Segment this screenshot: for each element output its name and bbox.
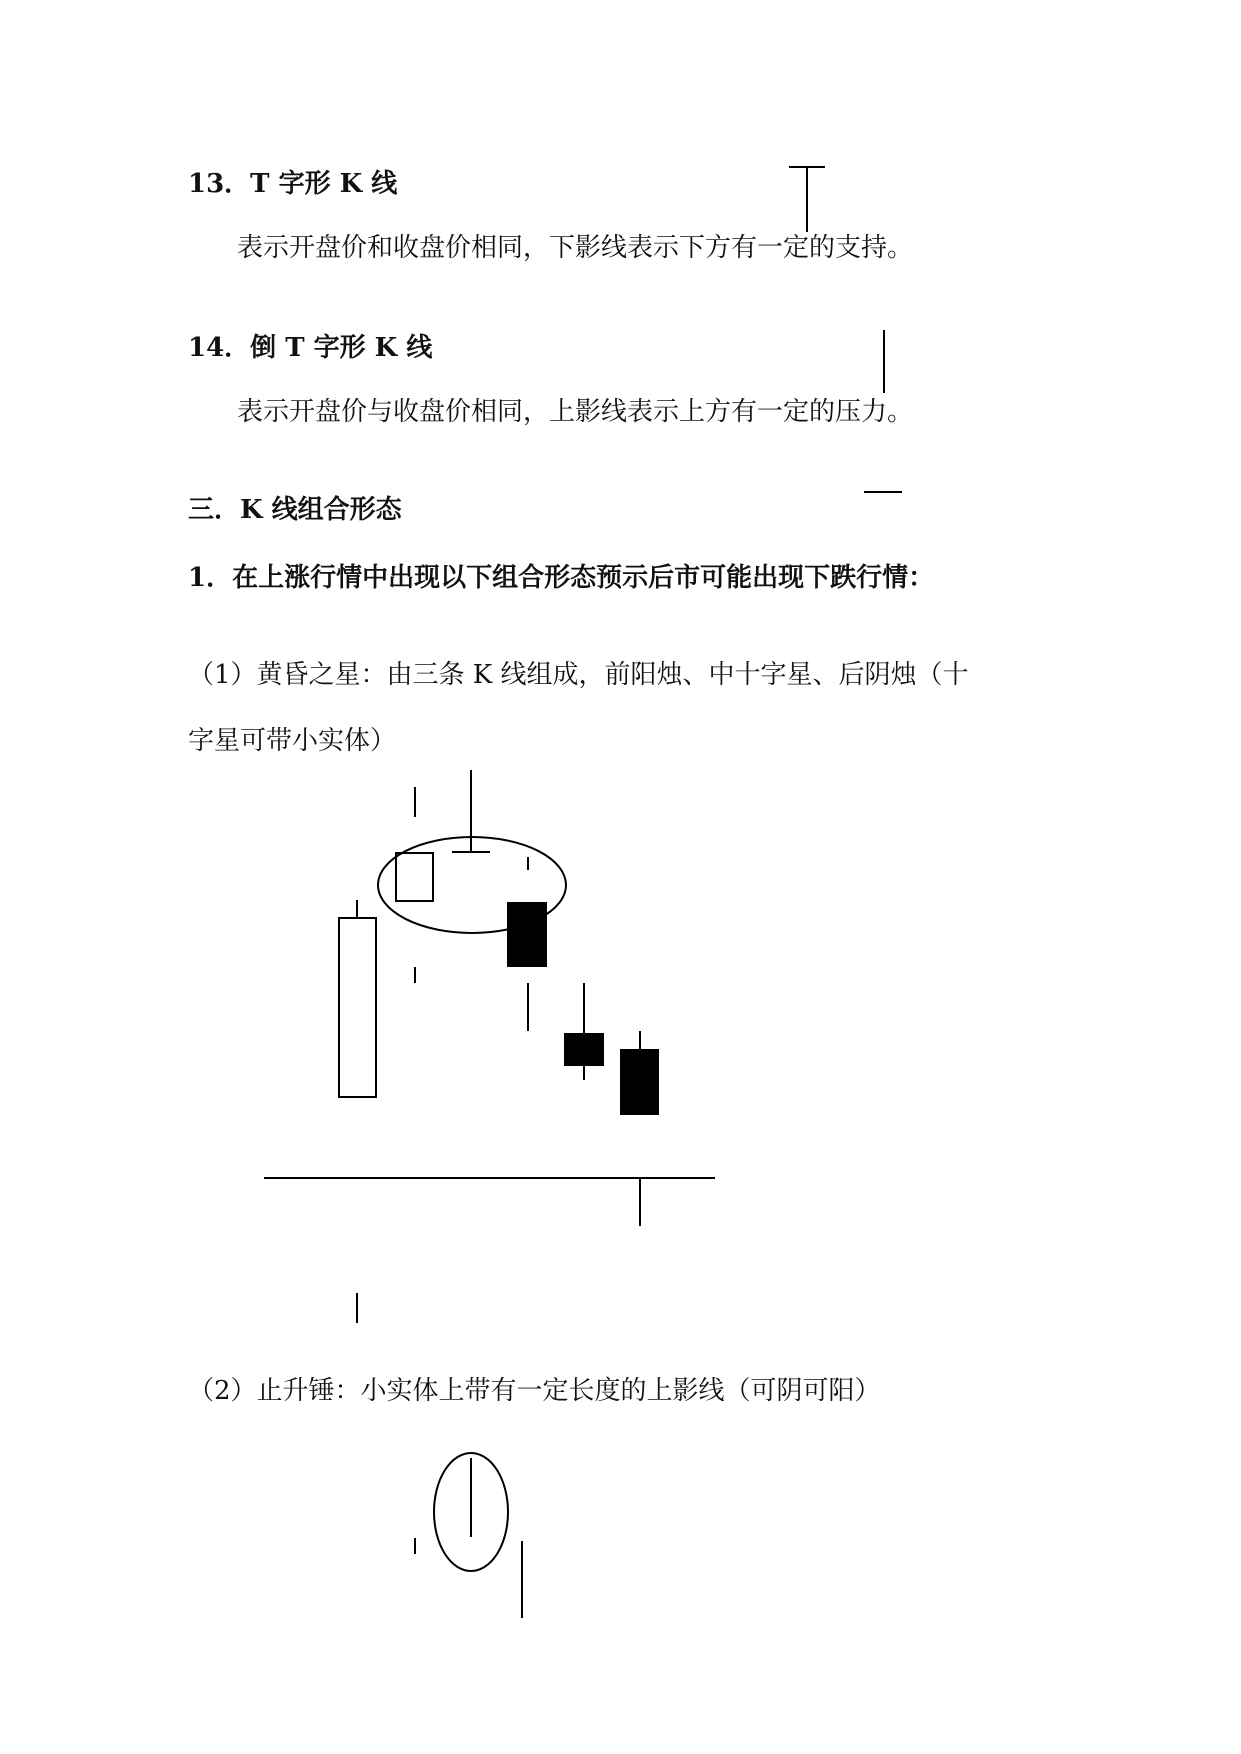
section-13-body: 表示开盘价和收盘价相同，下影线表示下方有一定的支持。: [237, 233, 914, 263]
evening-star-desc-line-2: 字星可带小实体）: [188, 726, 397, 756]
section-14-body: 表示开盘价与收盘价相同，上影线表示上方有一定的压力。: [237, 397, 914, 427]
part-3-item-1-heading: 1．在上涨行情中出现以下组合形态预示后市可能出现下跌行情：: [188, 563, 935, 593]
section-13-heading: 13．T 字形 K 线: [188, 169, 398, 199]
part-3-heading: 三．K 线组合形态: [188, 495, 402, 525]
evening-star-desc-line-1: （1）黄昏之星：由三条 K 线组成，前阳烛、中十字星、后阴烛（十: [188, 660, 969, 690]
section-14-heading: 14．倒 T 字形 K 线: [188, 333, 433, 363]
shooting-star-desc: （2）止升锤：小实体上带有一定长度的上影线（可阴可阳）: [188, 1376, 881, 1406]
